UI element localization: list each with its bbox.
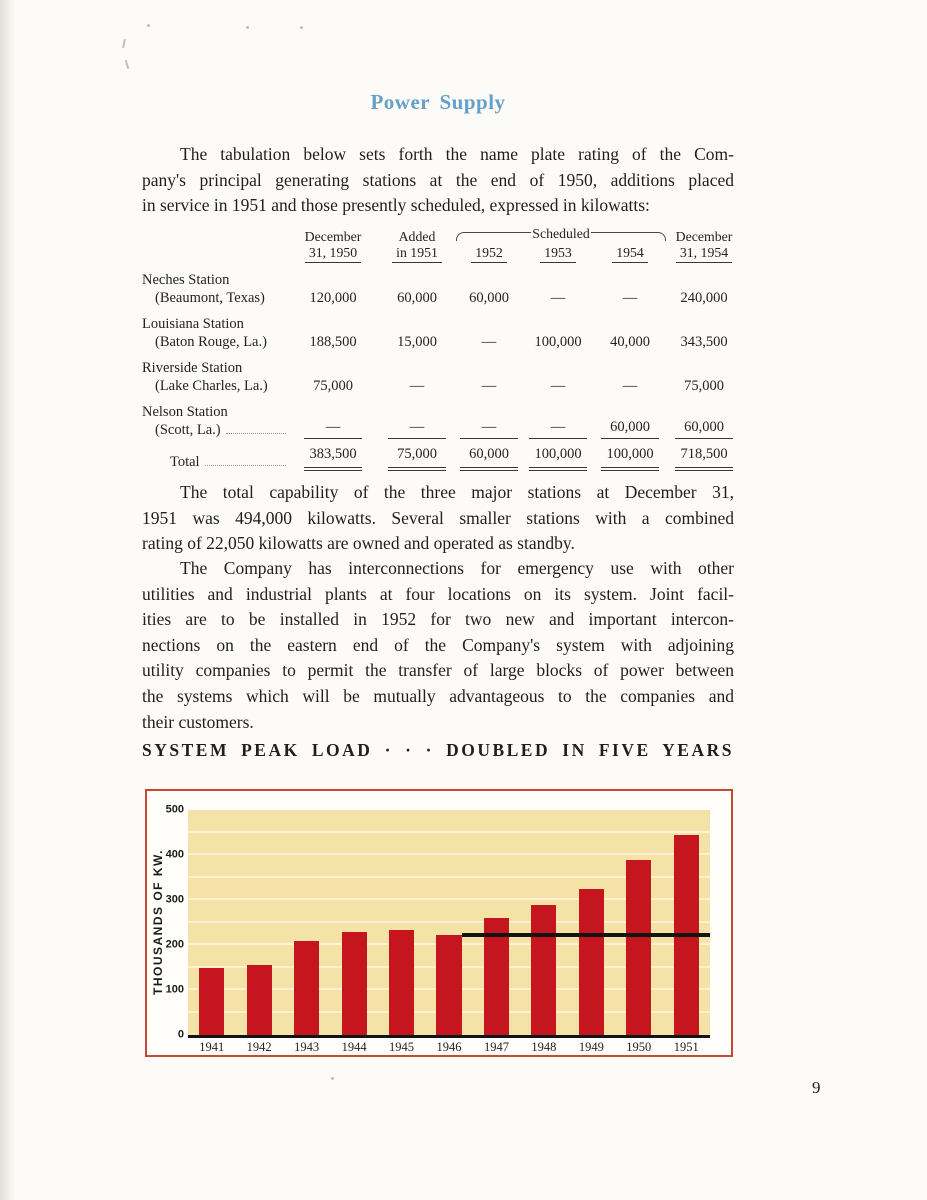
cell-value: — — [288, 419, 378, 440]
page-title: Power Supply — [370, 90, 506, 114]
bar-slot — [330, 810, 377, 1035]
cell-value: 120,000 — [309, 289, 357, 306]
cell-value: 15,000 — [397, 333, 437, 350]
table-row-neches — [142, 272, 742, 307]
station-location: (Beaumont, Texas) — [155, 289, 265, 306]
dotted-leader — [226, 433, 286, 434]
station-name: Neches Station — [142, 272, 230, 288]
scheduled-brace — [456, 226, 666, 242]
paragraph-line: The tabulation below sets forth the name plate rating of the Com- — [180, 144, 734, 164]
cell-value: — — [550, 377, 566, 394]
bar-slot — [520, 810, 567, 1035]
x-tick-1944: 1944 — [341, 1040, 367, 1054]
cell-value: 40,000 — [610, 333, 650, 350]
header-scheduled-group — [456, 226, 666, 263]
total-value: 75,000 — [378, 446, 456, 471]
paragraph-intro — [142, 142, 734, 219]
y-tick-300: 300 — [165, 893, 184, 906]
x-tick-1947: 1947 — [483, 1040, 509, 1054]
cell-value: 188,500 — [309, 333, 357, 350]
cell-value: 343,500 — [680, 333, 728, 350]
paragraph-line: The total capability of the three major stations at December 31, — [180, 482, 734, 502]
x-tick-1949: 1949 — [578, 1040, 604, 1054]
station-location: (Lake Charles, La.) — [155, 377, 268, 394]
bars-row — [188, 810, 710, 1035]
table-row-total — [142, 446, 742, 471]
cell-value: 60,000 — [666, 419, 742, 440]
cell-value: — — [522, 419, 594, 440]
x-tick-1950: 1950 — [626, 1040, 652, 1054]
bar-slot — [473, 810, 520, 1035]
bar-slot — [283, 810, 330, 1035]
x-tick-1942: 1942 — [246, 1040, 272, 1054]
header-1953: 1953 — [522, 245, 594, 263]
x-tick-1943: 1943 — [294, 1040, 320, 1054]
chart-plot-area — [188, 810, 710, 1038]
scan-speck — [147, 24, 150, 27]
cell-value: 75,000 — [313, 377, 353, 394]
cell-value: — — [622, 377, 638, 394]
y-tick-100: 100 — [165, 983, 184, 996]
bar-1944 — [342, 932, 367, 1035]
bar-1948 — [531, 905, 556, 1036]
total-value: 100,000 — [522, 446, 594, 471]
y-tick-200: 200 — [165, 938, 184, 951]
bar-slot — [378, 810, 425, 1035]
cell-value: — — [409, 377, 425, 394]
bar-1949 — [579, 889, 604, 1035]
paragraph-line: utilities and industrial plants at four locations on its system. Joint facil- — [142, 583, 734, 604]
station-name: Nelson Station — [142, 404, 228, 420]
x-axis-labels — [188, 1040, 710, 1055]
paragraph-line: nections on the eastern end of the Company's system with adjoining — [142, 634, 734, 655]
cell-value: 75,000 — [684, 377, 724, 394]
bar-1945 — [389, 930, 414, 1035]
page-number: 9 — [812, 1078, 821, 1097]
y-axis-ticks — [161, 803, 184, 1041]
paragraph-line: their customers. — [142, 711, 254, 732]
scan-speck — [122, 39, 125, 48]
cell-value: 60,000 — [594, 419, 666, 440]
scan-speck — [331, 1077, 334, 1080]
y-tick-0: 0 — [177, 1028, 184, 1041]
table-header-row — [142, 226, 742, 263]
bar-slot — [188, 810, 235, 1035]
cell-value: — — [456, 419, 522, 440]
cell-value: 240,000 — [680, 289, 728, 306]
table-row-nelson — [142, 404, 742, 439]
bar-slot — [568, 810, 615, 1035]
scheduled-label: Scheduled — [532, 226, 590, 241]
chart-section-heading: SYSTEM PEAK LOAD · · · DOUBLED IN FIVE YEARS — [142, 740, 734, 760]
cell-value: 60,000 — [469, 289, 509, 306]
total-label: Total — [170, 453, 200, 470]
table-row-louisiana — [142, 316, 742, 351]
x-tick-1941: 1941 — [199, 1040, 225, 1054]
brace-line — [591, 232, 656, 233]
total-value: 718,500 — [666, 446, 742, 471]
cell-value: — — [481, 377, 497, 394]
cell-value: — — [378, 419, 456, 440]
bar-slot — [663, 810, 710, 1035]
x-tick-1951: 1951 — [673, 1040, 699, 1054]
brace-right-hook — [656, 232, 666, 241]
cell-value: 60,000 — [397, 289, 437, 306]
paragraph-line: in service in 1951 and those presently scheduled, expressed in kilowatts: — [142, 195, 650, 216]
y-tick-500: 500 — [165, 803, 184, 816]
table-row-riverside — [142, 360, 742, 395]
bar-1943 — [294, 941, 319, 1036]
bar-1950 — [626, 860, 651, 1035]
paragraph-interconnections — [142, 556, 734, 735]
header-dec-31-1950: December 31, 1950 — [288, 229, 378, 263]
station-location: (Scott, La.) — [155, 421, 221, 438]
y-tick-400: 400 — [165, 848, 184, 861]
x-tick-1945: 1945 — [389, 1040, 415, 1054]
header-dec-31-1954: December 31, 1954 — [666, 229, 742, 263]
paragraph-line: pany's principal generating stations at the end of 1950, additions placed — [142, 169, 734, 190]
total-value: 383,500 — [288, 446, 378, 471]
scan-speck — [300, 26, 303, 29]
x-tick-1946: 1946 — [436, 1040, 462, 1054]
cell-value: 100,000 — [534, 333, 582, 350]
paragraph-line: 1951 was 494,000 kilowatts. Several smaller stations with a combined — [142, 507, 734, 528]
station-name: Riverside Station — [142, 360, 243, 376]
total-value: 100,000 — [594, 446, 666, 471]
header-added-in-1951: Added in 1951 — [378, 229, 456, 263]
bar-1942 — [247, 965, 272, 1035]
scheduled-years — [456, 245, 666, 263]
y-axis-label: THOUSANDS OF KW. — [151, 849, 165, 996]
header-1954: 1954 — [594, 245, 666, 263]
generating-stations-table — [142, 226, 742, 471]
reference-line-1946-level — [462, 933, 710, 937]
bar-slot — [425, 810, 472, 1035]
cell-value: — — [481, 333, 497, 350]
paragraph-line: rating of 22,050 kilowatts are owned and operated as standby. — [142, 533, 575, 554]
x-tick-1948: 1948 — [531, 1040, 557, 1054]
station-location: (Baton Rouge, La.) — [155, 333, 267, 350]
scan-speck — [246, 26, 249, 29]
bar-slot — [235, 810, 282, 1035]
dotted-leader — [205, 465, 286, 466]
bar-slot — [615, 810, 662, 1035]
peak-load-bar-chart — [145, 789, 733, 1057]
scan-gutter-shadow — [0, 0, 16, 1200]
scan-speck — [125, 60, 129, 69]
brace-left-hook — [456, 232, 466, 241]
cell-value: — — [550, 289, 566, 306]
paragraph-line: ities are to be installed in 1952 for two new and important intercon- — [142, 609, 734, 630]
total-value: 60,000 — [456, 446, 522, 471]
paragraph-capability — [142, 480, 734, 557]
bar-1941 — [199, 968, 224, 1036]
paragraph-line: utility companies to permit the transfer of large blocks of power between — [142, 660, 734, 681]
bar-1946 — [436, 935, 461, 1035]
station-name: Louisiana Station — [142, 316, 244, 332]
paragraph-line: The Company has interconnections for emergency use with other — [180, 558, 734, 578]
cell-value: — — [622, 289, 638, 306]
brace-line — [466, 232, 531, 233]
paragraph-line: the systems which will be mutually advantageous to the companies and — [142, 685, 734, 706]
header-1952: 1952 — [456, 245, 522, 263]
